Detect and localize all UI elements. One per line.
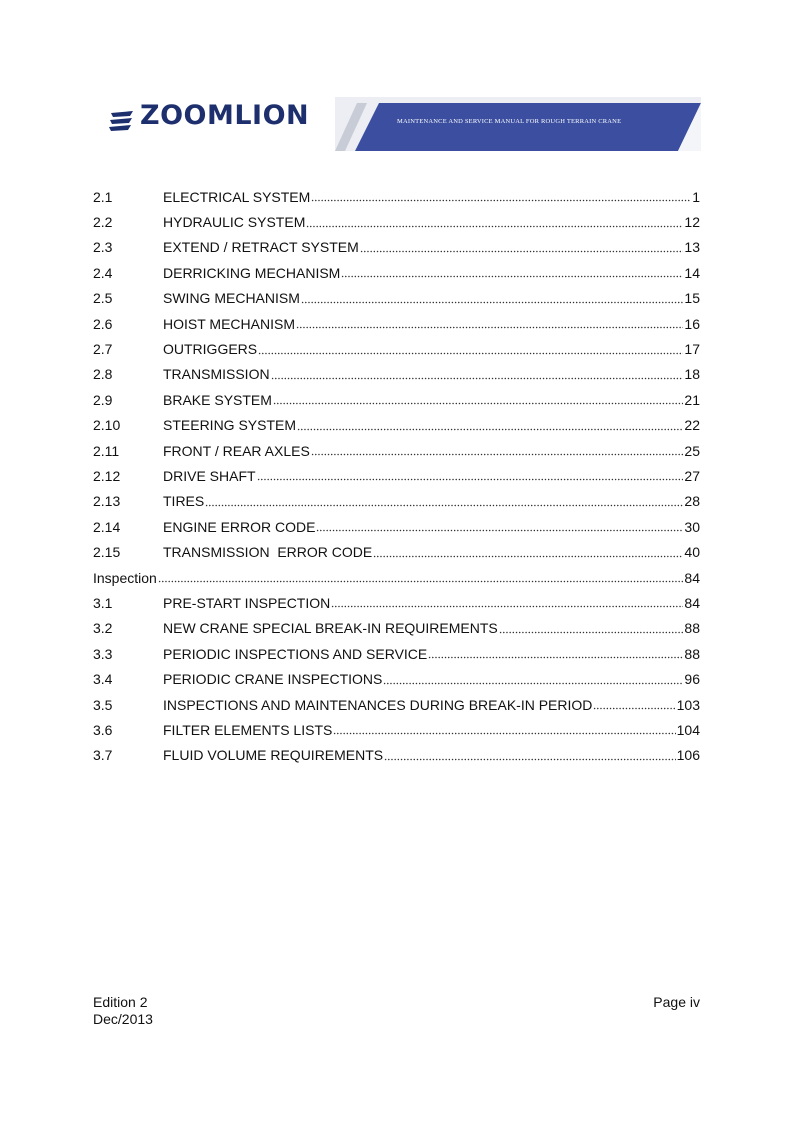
toc-page-number: 104 (676, 721, 700, 738)
toc-section-title: OUTRIGGERS (163, 341, 258, 358)
toc-section-title: BRAKE SYSTEM (163, 391, 272, 408)
toc-page-number: 88 (684, 645, 700, 662)
toc-section-number: 3.4 (93, 671, 113, 688)
toc-page-number: 88 (684, 620, 700, 637)
toc-dot-leader (373, 555, 683, 558)
toc-section-number: 2.1 (93, 188, 113, 205)
toc-dot-leader (428, 656, 683, 659)
toc-entry[interactable] (93, 286, 700, 311)
toc-dot-leader (296, 326, 683, 329)
toc-page-number: 12 (684, 214, 700, 231)
toc-page-number: 40 (684, 544, 700, 561)
zoomlion-logo-icon (108, 109, 136, 133)
brand-logo-text: ZOOMLION (140, 100, 310, 131)
table-of-contents (93, 184, 700, 768)
toc-section-number: 2.13 (93, 493, 121, 510)
toc-section-number: 2.3 (93, 239, 113, 256)
toc-section-title: PERIODIC CRANE INSPECTIONS (163, 671, 383, 688)
page-number: Page iv (653, 994, 700, 1010)
toc-section-title: FRONT / REAR AXLES (163, 442, 310, 459)
toc-page-number: 96 (684, 671, 700, 688)
toc-entry[interactable] (93, 336, 700, 361)
toc-dot-leader (258, 352, 683, 355)
toc-dot-leader (257, 478, 684, 481)
toc-dot-leader (316, 529, 683, 532)
toc-dot-leader (311, 199, 691, 202)
toc-dot-leader (341, 275, 683, 278)
toc-section-number: 2.4 (93, 264, 113, 281)
toc-section-number: 3.2 (93, 620, 113, 637)
toc-page-number: 15 (684, 290, 700, 307)
toc-entry[interactable] (93, 438, 700, 463)
toc-page-number: 16 (684, 315, 700, 332)
toc-dot-leader (306, 225, 683, 228)
toc-dot-leader (384, 758, 676, 761)
toc-section-title: SWING MECHANISM (163, 290, 300, 307)
toc-section-number: 2.2 (93, 214, 113, 231)
toc-dot-leader (331, 605, 683, 608)
toc-page-number: 84 (684, 594, 700, 611)
toc-entry[interactable] (93, 413, 700, 438)
toc-page-number: 18 (684, 366, 700, 383)
toc-entry[interactable] (93, 565, 700, 590)
toc-entry[interactable] (93, 514, 700, 539)
toc-section-number: 2.9 (93, 391, 113, 408)
toc-section-number: 2.11 (93, 442, 120, 459)
toc-entry[interactable] (93, 489, 700, 514)
toc-section-title: DRIVE SHAFT (163, 467, 256, 484)
toc-dot-leader (271, 377, 684, 380)
edition-date: Dec/2013 (93, 1011, 153, 1027)
toc-entry[interactable] (93, 362, 700, 387)
toc-section-title: Inspection (93, 569, 157, 586)
toc-section-title: HYDRAULIC SYSTEM (163, 214, 306, 231)
toc-section-number: 3.6 (93, 721, 113, 738)
toc-page-number: 106 (676, 747, 700, 764)
toc-dot-leader (158, 580, 684, 583)
toc-page-number: 21 (684, 391, 700, 408)
toc-section-number: 3.1 (93, 594, 113, 611)
toc-entry[interactable] (93, 641, 700, 666)
toc-page-number: 27 (684, 467, 700, 484)
toc-dot-leader (360, 250, 684, 253)
toc-entry[interactable] (93, 387, 700, 412)
toc-entry[interactable] (93, 692, 700, 717)
toc-section-number: 2.12 (93, 467, 121, 484)
toc-section-title: NEW CRANE SPECIAL BREAK-IN REQUIREMENTS (163, 620, 498, 637)
toc-section-title: EXTEND / RETRACT SYSTEM (163, 239, 359, 256)
toc-section-number: 2.6 (93, 315, 113, 332)
toc-dot-leader (311, 453, 684, 456)
toc-entry[interactable] (93, 209, 700, 234)
toc-page-number: 28 (684, 493, 700, 510)
toc-section-number: 3.3 (93, 645, 113, 662)
toc-entry[interactable] (93, 666, 700, 691)
toc-section-title: TIRES (163, 493, 205, 510)
toc-page-number: 13 (684, 239, 700, 256)
toc-section-number: 3.5 (93, 696, 113, 713)
page-header (95, 97, 701, 151)
toc-dot-leader (297, 428, 683, 431)
edition-label: Edition 2 (93, 994, 148, 1010)
toc-page-number: 17 (684, 341, 700, 358)
toc-section-number: 2.5 (93, 290, 113, 307)
toc-section-number: 2.8 (93, 366, 113, 383)
toc-entry[interactable] (93, 590, 700, 615)
toc-page-number: 30 (684, 518, 700, 535)
toc-dot-leader (383, 682, 683, 685)
toc-section-title: PRE-START INSPECTION (163, 594, 331, 611)
toc-section-title: INSPECTIONS AND MAINTENANCES DURING BREAK-IN PERIOD (163, 696, 593, 713)
footer-edition-info (93, 994, 153, 1028)
toc-page-number: 25 (684, 442, 700, 459)
toc-section-title: DERRICKING MECHANISM (163, 264, 341, 281)
toc-dot-leader (593, 707, 675, 710)
toc-dot-leader (333, 732, 675, 735)
toc-section-title: TRANSMISSION ERROR CODE (163, 544, 373, 561)
toc-entry[interactable] (93, 463, 700, 488)
toc-entry[interactable] (93, 539, 700, 564)
toc-page-number: 103 (676, 696, 700, 713)
toc-section-title: FLUID VOLUME REQUIREMENTS (163, 747, 384, 764)
toc-section-title: FILTER ELEMENTS LISTS (163, 721, 333, 738)
toc-entry[interactable] (93, 311, 700, 336)
manual-title-banner: MAINTENANCE AND SERVICE MANUAL FOR ROUGH TERRAIN CRANE (397, 118, 622, 125)
toc-dot-leader (273, 402, 684, 405)
toc-entry[interactable] (93, 260, 700, 285)
toc-entry[interactable] (93, 743, 700, 768)
toc-section-title: ENGINE ERROR CODE (163, 518, 316, 535)
toc-section-title: PERIODIC INSPECTIONS AND SERVICE (163, 645, 428, 662)
toc-section-number: 2.10 (93, 417, 121, 434)
toc-section-title: HOIST MECHANISM (163, 315, 295, 332)
toc-dot-leader (499, 631, 684, 634)
toc-section-title: ELECTRICAL SYSTEM (163, 188, 311, 205)
toc-dot-leader (205, 504, 683, 507)
toc-section-number: 2.14 (93, 518, 121, 535)
toc-entry[interactable] (93, 235, 700, 260)
toc-section-title: STEERING SYSTEM (163, 417, 297, 434)
toc-section-number: 2.7 (93, 341, 113, 358)
toc-entry[interactable] (93, 717, 700, 742)
toc-section-title: TRANSMISSION (163, 366, 270, 383)
toc-entry[interactable] (93, 616, 700, 641)
toc-page-number: 1 (692, 188, 700, 205)
toc-section-number: 2.15 (93, 544, 121, 561)
toc-page-number: 14 (684, 264, 700, 281)
toc-section-number: 3.7 (93, 747, 113, 764)
toc-entry[interactable] (93, 184, 700, 209)
toc-page-number: 84 (684, 569, 700, 586)
toc-page-number: 22 (684, 417, 700, 434)
toc-dot-leader (301, 301, 684, 304)
